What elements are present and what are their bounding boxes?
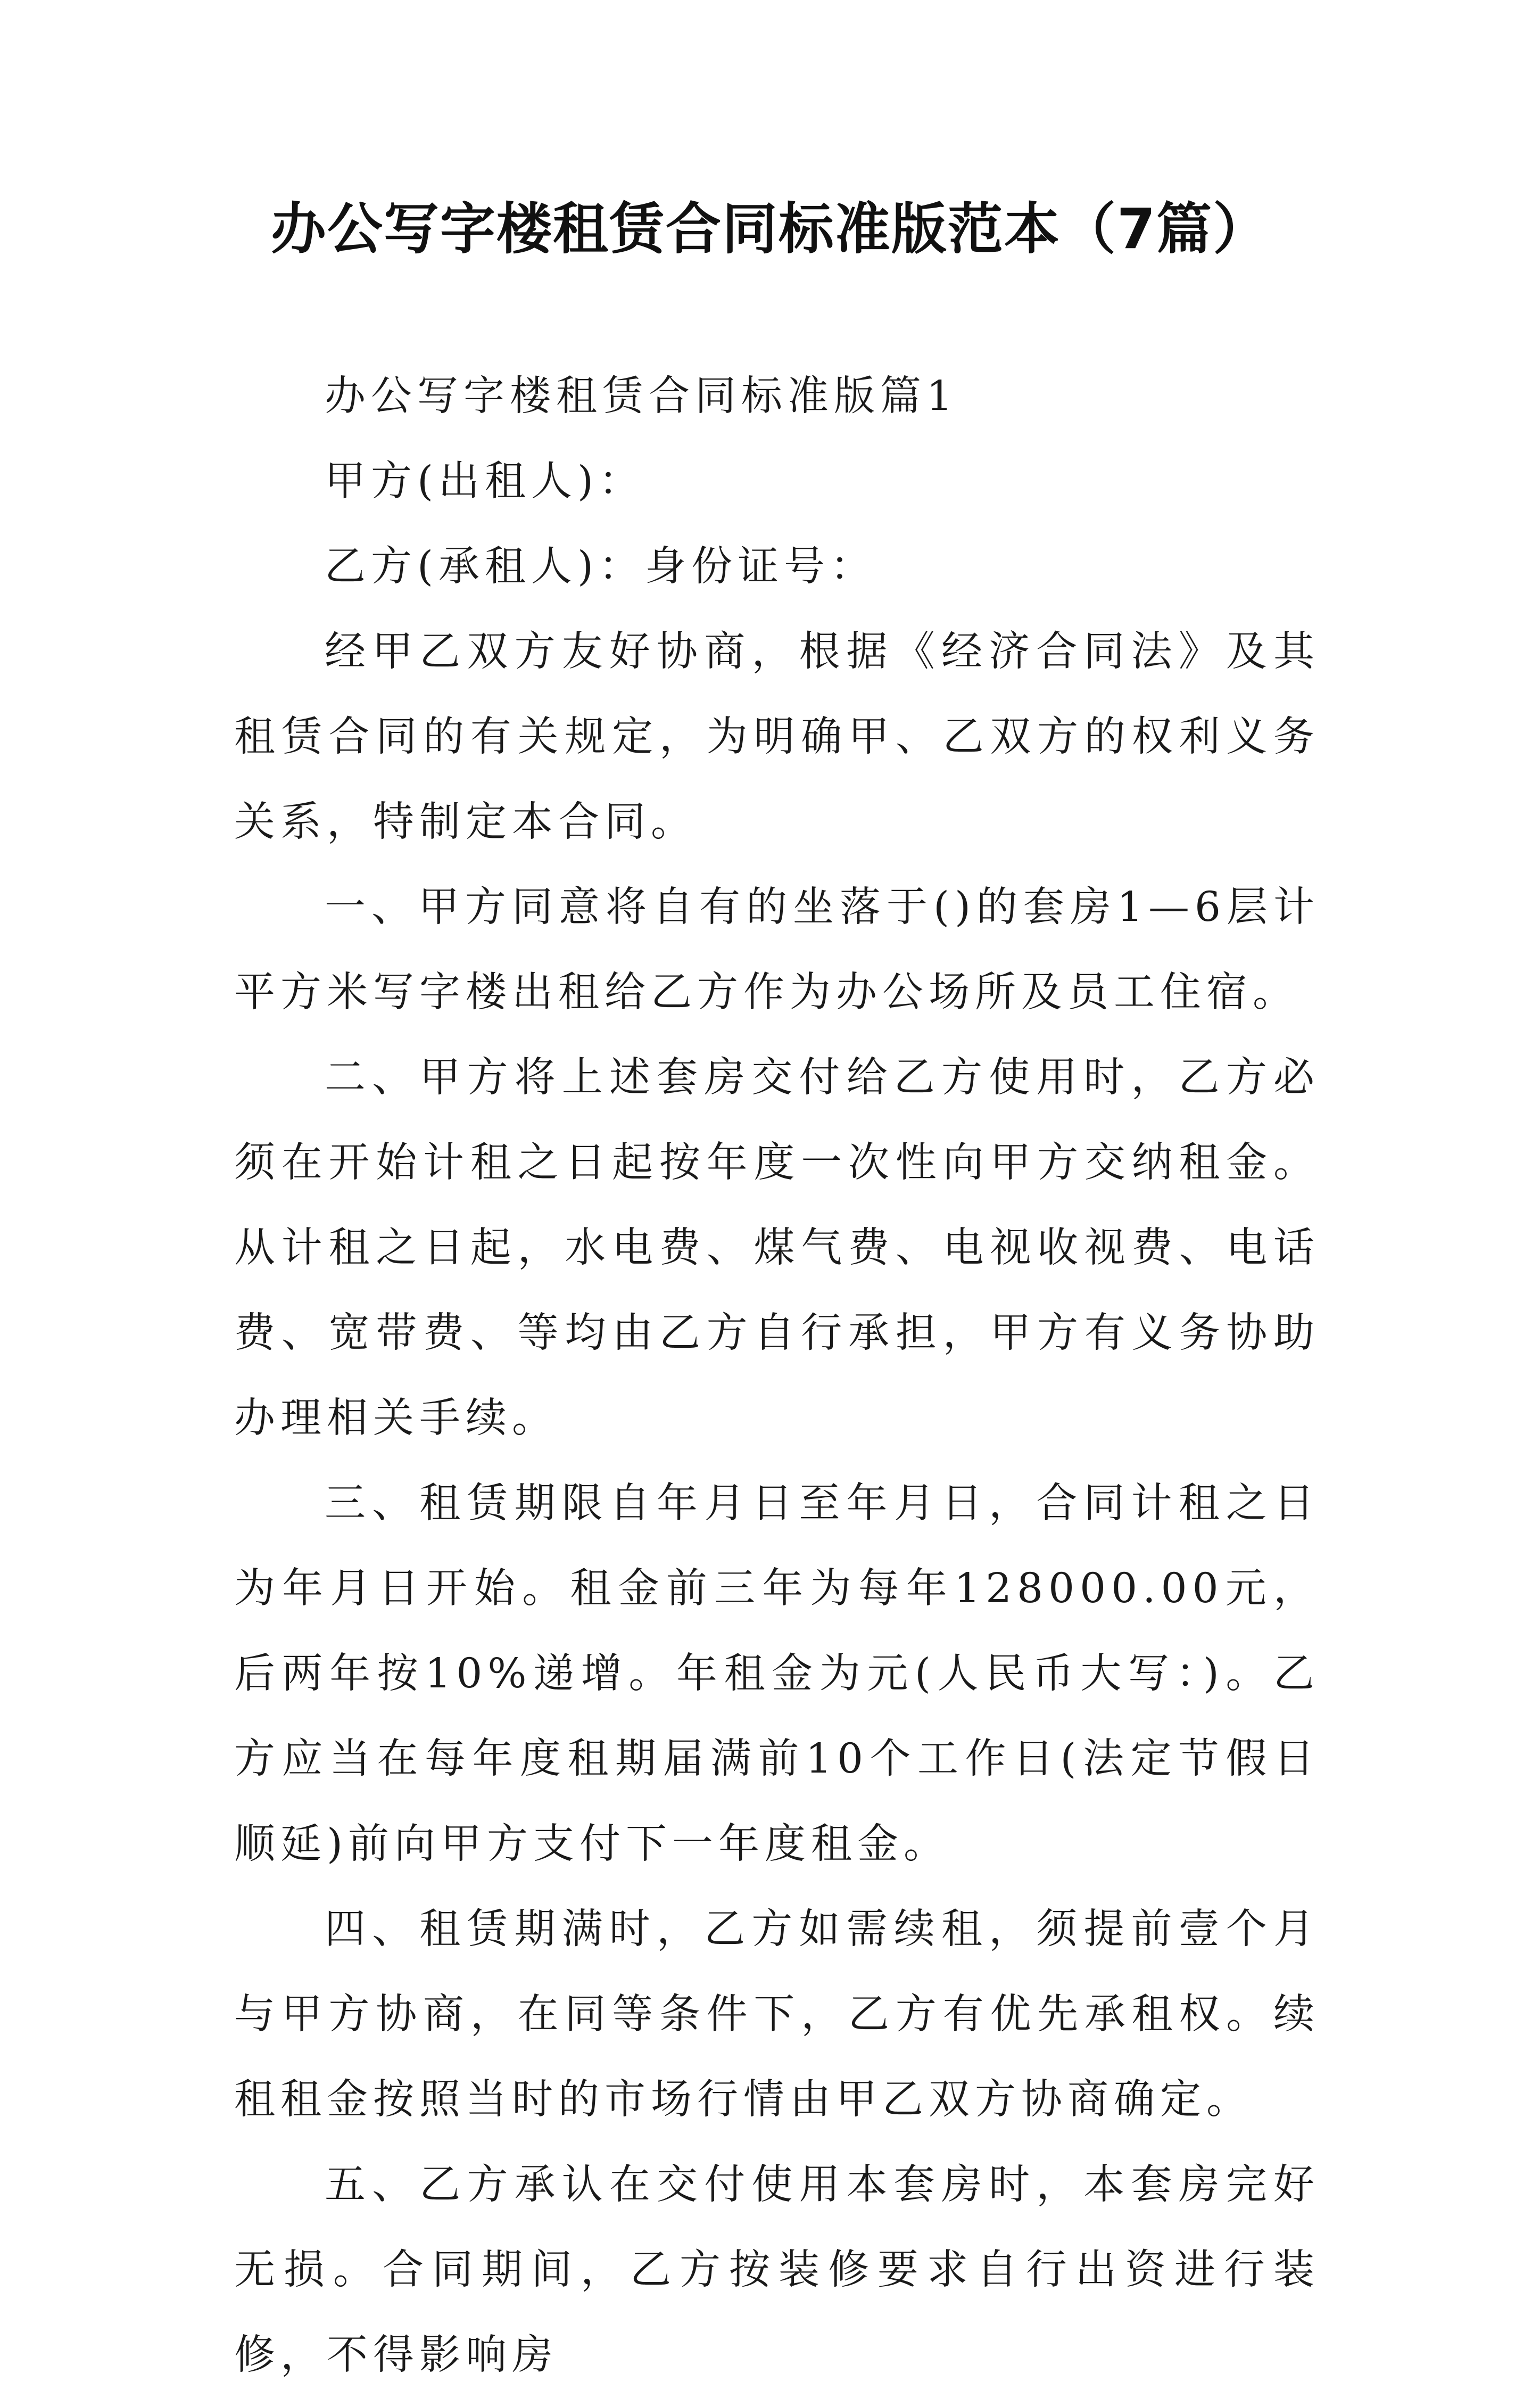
clause-3: 三、租赁期限自年月日至年月日，合同计租之日为年月日开始。租金前三年为每年128000.00元，后两年按10%递增。年租金为元(人民币大写：)。乙方应当在每年度租期届满前10个工作日(法定节假日顺延)前向甲方支付下一年度租金。 [234,1480,1320,1868]
preamble-paragraph: 经甲乙双方友好协商，根据《经济合同法》及其租赁合同的有关规定，为明确甲、乙双方的权利义务关系，特制定本合同。 [234,628,1320,846]
section-heading: 办公写字楼租赁合同标准版篇1 [325,373,958,420]
party-a-line: 甲方(出租人)： [325,458,645,505]
clause-5: 五、乙方承认在交付使用本套房时，本套房完好无损。合同期间，乙方按装修要求自行出资进行装修，不得影响房 [234,2161,1320,2379]
clause-4: 四、租赁期满时，乙方如需续租，须提前壹个月与甲方协商，在同等条件下，乙方有优先承租权。续租租金按照当时的市场行情由甲乙双方协商确定。 [234,1906,1320,2123]
clause-1: 一、甲方同意将自有的坐落于()的套房1—6层计平方米写字楼出租给乙方作为办公场所及员工住宿。 [234,884,1320,1016]
party-b-line: 乙方(承租人)：身份证号： [325,543,877,590]
document-body [234,354,1320,2398]
document-title: 办公写字楼租赁合同标准版范本（7篇） [270,196,1270,261]
clause-2: 二、甲方将上述套房交付给乙方使用时，乙方必须在开始计租之日起按年度一次性向甲方交纳租金。从计租之日起，水电费、煤气费、电视收视费、电话费、宽带费、等均由乙方自行承担，甲方有义务协助办理相关手续。 [234,1054,1320,1442]
